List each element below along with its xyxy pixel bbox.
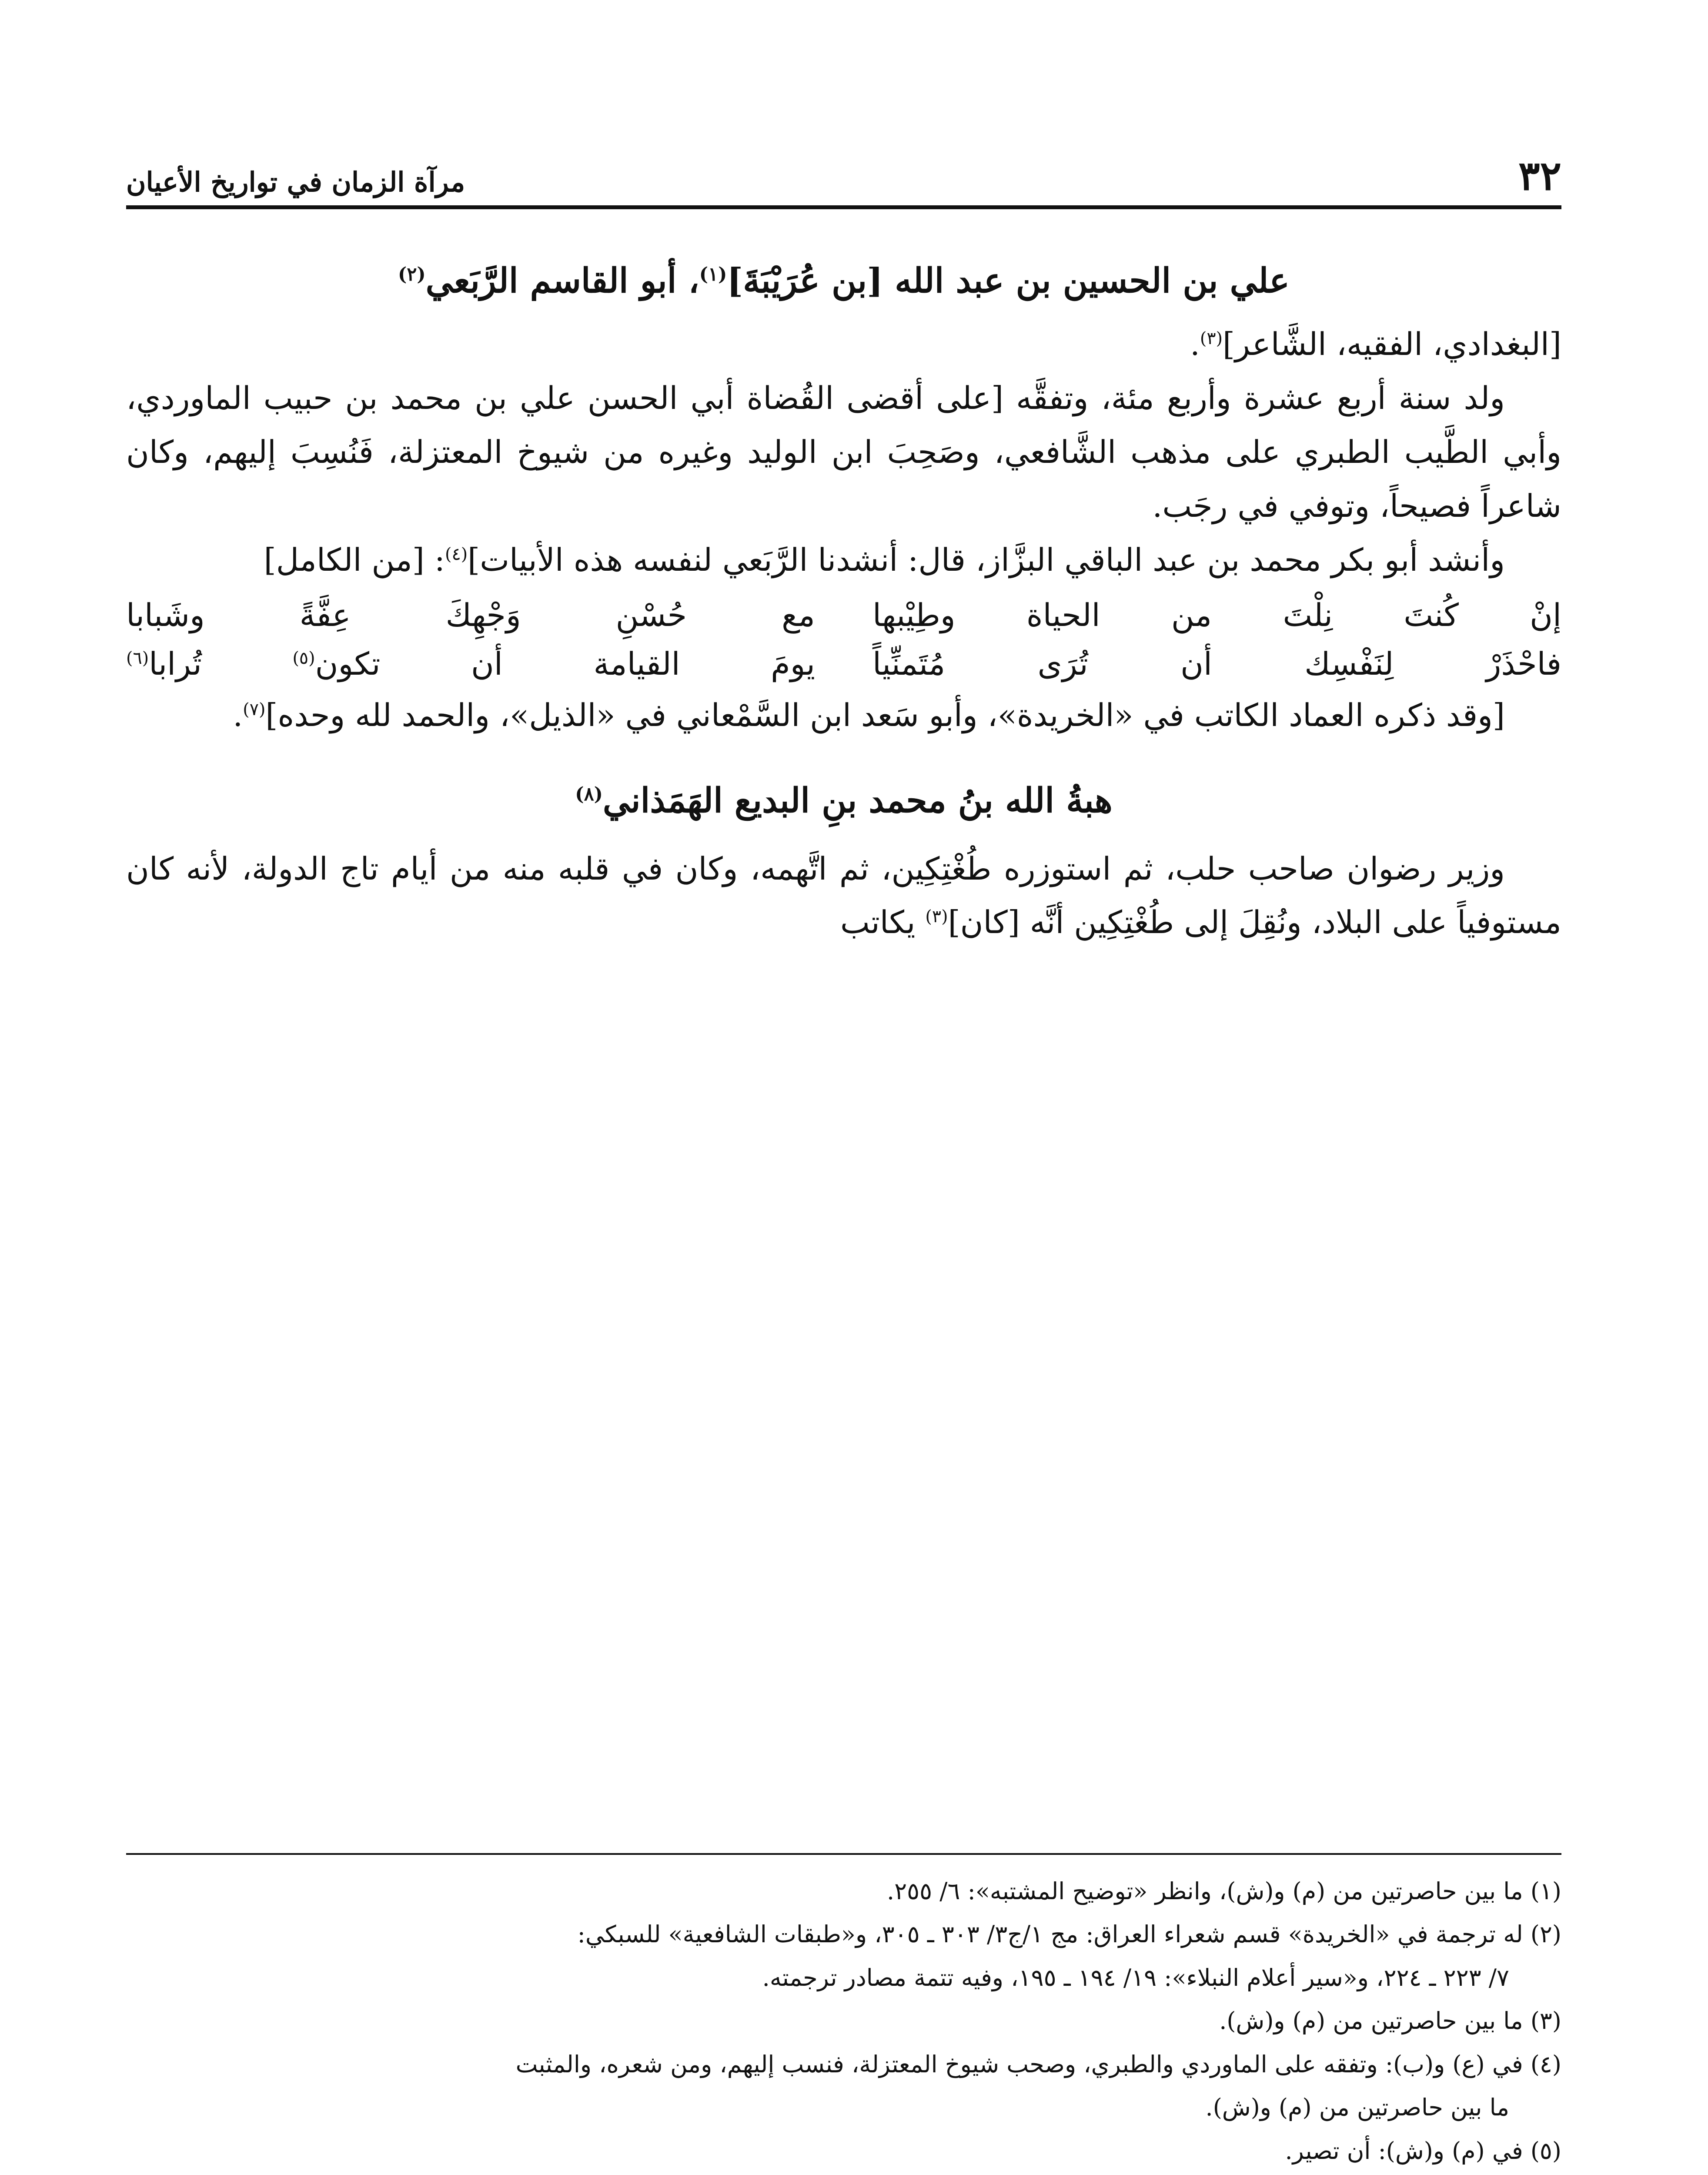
running-header	[126, 130, 1561, 209]
footnote-number: (٤)	[1530, 2050, 1561, 2078]
footnote-text: في (م) و(ش): أن تصير.	[1285, 2137, 1523, 2165]
paragraph-recitation	[126, 533, 1561, 587]
footnote-number: (١)	[1530, 1877, 1561, 1905]
paragraph-text: وزير رضوان صاحب حلب، ثم استوزره طُغْتِكِين، ثم اتَّهمه، وكان في قلبه منه من أيام تاج الدولة، لأنه كان مستوفياً على البلاد، ونُقِلَ إلى طُغْتِكِين أنَّه [كان]	[126, 850, 1561, 941]
footnote-text: له ترجمة في «الخريدة» قسم شعراء العراق: مج ١/ج٣/ ٣٠٣ ـ ٣٠٥، و«طبقات الشافعية» للسبكي:	[577, 1921, 1523, 1948]
paragraph-end: .	[233, 696, 243, 733]
footnote-number: (٢)	[1530, 1921, 1561, 1948]
footnote-ref: (٦)	[126, 648, 149, 668]
footnote-2	[126, 1915, 1561, 1953]
running-title: مرآة الزمان في تواريخ الأعيان	[126, 166, 465, 198]
subtitle-end: .	[1190, 326, 1200, 363]
footnote-ref: (٣)	[925, 907, 948, 927]
meter-label: : [من الكامل]	[264, 541, 445, 578]
entry-title-main: علي بن الحسين بن عبد الله [بن عُرَيْبَةَ]	[727, 261, 1290, 301]
footnotes	[126, 1853, 1561, 2175]
entry-title-main: هبةُ الله بنُ محمد بنِ البديع الهَمَذاني	[602, 781, 1113, 821]
verse-1-second-hemistich: مع حُسْنِ وَجْهِكَ عِفَّةً وشَبابا	[126, 597, 815, 634]
paragraph-text: يكاتب	[840, 904, 926, 941]
footnote-ref: (٥)	[292, 648, 315, 668]
footnote-ref: (٤)	[445, 544, 468, 564]
footnote-1	[126, 1872, 1561, 1910]
verse-2-second-hemistich	[126, 640, 815, 689]
paragraph-vizier	[126, 842, 1561, 950]
entry-title-hibat-allah	[126, 777, 1561, 824]
page-number: ٣٢	[1518, 152, 1561, 199]
hemistich-text: يومَ القيامة أن تكون	[315, 645, 815, 682]
poem	[126, 591, 1561, 688]
verse-1	[126, 591, 1561, 640]
paragraph-sources	[126, 689, 1561, 743]
footnote-4-continued: ما بين حاصرتين من (م) و(ش).	[1205, 2094, 1509, 2121]
footnote-ref: (٢)	[398, 264, 426, 285]
footnote-3	[126, 2002, 1561, 2040]
footnote-ref: (١)	[699, 264, 727, 285]
subtitle-text: [البغدادي، الفقيه، الشَّاعر]	[1223, 326, 1561, 363]
footnote-ref: (٣)	[1200, 328, 1223, 349]
footnote-ref: (٨)	[575, 783, 603, 806]
footnote-divider	[126, 1853, 1561, 1855]
entry-title-ali-ibn-al-husayn	[126, 257, 1561, 304]
hemistich-text: تُرابا	[149, 645, 293, 682]
footnote-number: (٣)	[1530, 2007, 1561, 2035]
footnote-2-continued: ٧/ ٢٢٣ ـ ٢٢٤، و«سير أعلام النبلاء»: ١٩/ ١٩٤ ـ ١٩٥، وفيه تتمة مصادر ترجمته.	[762, 1964, 1509, 1991]
footnote-5	[126, 2132, 1561, 2170]
footnote-text: ما بين حاصرتين من (م) و(ش)، وانظر «توضيح المشتبه»: ٦/ ٢٥٥.	[886, 1877, 1523, 1905]
verse-2-first-hemistich: فاحْذَرْ لِنَفْسِك أن تُرَى مُتَمنِّياً	[872, 645, 1561, 682]
entry-title-rest: ، أبو القاسم الرَّبَعي	[425, 261, 699, 301]
footnote-4	[126, 2045, 1561, 2083]
footnote-text: ما بين حاصرتين من (م) و(ش).	[1219, 2007, 1523, 2035]
footnote-text: في (ع) و(ب): وتفقه على الماوردي والطبري، وصحب شيوخ المعتزلة، فنسب إليهم، ومن شعره، والمثبت	[515, 2050, 1523, 2078]
footnote-ref: (٧)	[243, 699, 266, 719]
footnote-number: (٥)	[1530, 2137, 1561, 2165]
paragraph-text: وأنشد أبو بكر محمد بن عبد الباقي البزَّاز، قال: أنشدنا الرَّبَعي لنفسه هذه الأبيات]	[468, 541, 1505, 578]
verse-1-first-hemistich: إنْ كُنتَ نِلْتَ من الحياة وطِيْبها	[872, 597, 1561, 634]
paragraph-text: [وقد ذكره العماد الكاتب في «الخريدة»، وأبو سَعد ابن السَّمْعاني في «الذيل»، والحمد لله وحده]	[265, 696, 1505, 733]
paragraph-birth: ولد سنة أربع عشرة وأربع مئة، وتفقَّه [على أقضى القُضاة أبي الحسن علي بن محمد بن حبيب الماوردي، وأبي الطَّيب الطبري على مذهب الشَّافعي، وصَحِبَ ابن الوليد وغيره من شيوخ المعتزلة، فَنُسِبَ إليهم، وكان شاعراً فصيحاً، وتوفي في رجَب.	[126, 380, 1561, 524]
book-page	[126, 130, 1561, 2175]
verse-2	[126, 640, 1561, 689]
entry-subtitle	[126, 318, 1561, 371]
